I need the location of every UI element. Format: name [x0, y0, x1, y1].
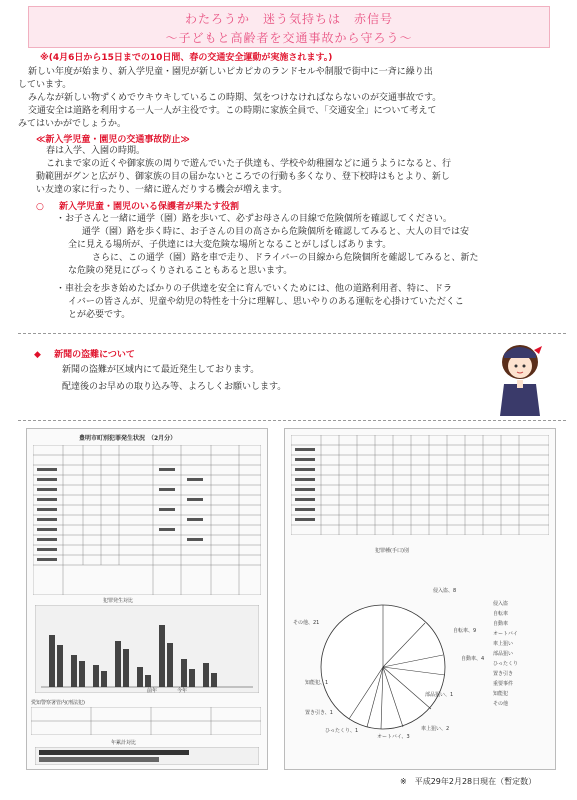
diamond-marker-icon: ◆	[34, 350, 41, 360]
pie-legend-item: 自動車	[493, 621, 509, 627]
section3-text	[62, 364, 482, 394]
pie-label: 自動車、4	[461, 656, 485, 662]
section3-line: 新聞の盗難が区域内にて最近発生しております。	[62, 365, 260, 375]
crime-type-table	[291, 435, 549, 535]
pie-legend-item: 重要事件	[493, 681, 514, 687]
section2-bullet-1	[56, 213, 568, 278]
title-line-2: ～子どもと高齢者を交通事故から守ろう～	[165, 31, 413, 45]
pie-label: 置き引き、1	[305, 710, 333, 716]
crime-stats-title: 豊明市町別犯罪発生状況 （2月分）	[79, 435, 177, 442]
section-divider	[18, 420, 566, 421]
pie-legend-item: オートバイ	[493, 631, 518, 637]
section1-line: これまで家の近くや御家族の周りで遊んでいた子供達も、学校や幼稚園などに通うようになると、行	[46, 159, 452, 169]
crime-stats-table	[33, 445, 261, 595]
intro-line: みんなが新しい物ずくめでウキウキしているこの時期、気をつけなければならないのが交通事故です。	[28, 93, 442, 103]
section2-bullet-2	[56, 283, 568, 322]
pie-legend-item: 車上狙い	[493, 641, 514, 647]
pie-label: その他、21	[293, 620, 320, 626]
pie-legend-item: その他	[493, 701, 509, 707]
bullet-line: とが必要です。	[68, 310, 131, 320]
pie-legend-item: 知能犯	[493, 691, 509, 697]
station-summary-table	[31, 707, 261, 735]
pie-legend-item: 自転車	[493, 611, 509, 617]
section1-line: い友達の家に行ったり、一緒に遊んだりする機会が増えます。	[36, 185, 288, 195]
crime-stats-panel	[26, 428, 268, 770]
pie-chart-title: 犯罪種(手口)別	[375, 548, 409, 554]
pie-label: オートバイ、3	[377, 734, 410, 740]
pie-label: 侵入盗、8	[433, 588, 457, 594]
bullet-line: な危険の発見にびっくりされることもあると思います。	[68, 266, 293, 276]
section-divider	[18, 333, 566, 334]
section2-heading: 新入学児童・園児のいる保護者が果たす役割	[59, 202, 240, 212]
police-mascot-icon	[492, 340, 550, 418]
section3-heading-row	[34, 347, 135, 360]
campaign-notice: ※(4月6日から15日までの10日間、春の交通安全運動が実施されます。)	[40, 53, 333, 63]
intro-text	[18, 66, 568, 131]
intro-line: 交通安全は道路を利用する一人一人が主役です。この時期に家族全員で、「交通安全」について考えて	[28, 106, 437, 116]
yearly-bar-chart	[35, 747, 259, 765]
pie-label: ひったくり、1	[325, 728, 359, 734]
legend-curr: 今年	[177, 688, 188, 694]
footer-note: ※ 平成29年2月28日現在（暫定数）	[400, 777, 537, 786]
bullet-line: ・車社会を歩き始めたばかりの子供達を安全に育んでいくためには、他の道路利用者、特に、ドラ	[56, 284, 453, 294]
intro-line: しています。	[18, 80, 72, 90]
section3-heading: 新聞の盗難について	[54, 350, 135, 360]
bullet-line: イバーの皆さんが、児童や幼児の特性を十分に理解し、思いやりのある運転を心掛けていただくこ	[68, 297, 464, 307]
pie-legend-item: 侵入盗	[493, 601, 509, 607]
title-banner	[28, 6, 550, 48]
title-line-1: わたろうか 迷う気持ちは 赤信号	[184, 12, 393, 26]
section3-line: 配達後のお早めの取り込み等、よろしくお願いします。	[62, 382, 287, 392]
station-subtitle: 愛知警察署管内(刑法犯)	[31, 700, 85, 706]
section2-heading-row	[36, 199, 239, 212]
pie-label: 知能犯、1	[305, 680, 329, 686]
pie-legend-item: 置き引き	[493, 671, 514, 677]
intro-line: 新しい年度が始まり、新入学児童・園児が新しいピカピカのランドセルや制服で街中に一斉に繰り出	[28, 67, 433, 77]
section1-line: 動範囲がグンと広がり、御家族の目の届かないところでの行動も多くなり、登下校時はもとより、新し	[36, 172, 450, 182]
bullet-line: さらに、この通学（園）路を車で走り、ドライバーの目線から危険個所を確認してみると、新た	[92, 253, 479, 263]
section1-heading: ≪新入学児童・園児の交通事故防止≫	[36, 135, 190, 145]
section1-line: 春は入学、入園の時期。	[46, 146, 146, 156]
bar-chart-title: 犯罪発生対比	[103, 598, 134, 604]
pie-label: 車上狙い、2	[421, 726, 450, 732]
circle-marker-icon: ○	[36, 202, 44, 212]
bullet-line: 全に見える場所が、子供達には大変危険な場所となることがしばしばあります。	[68, 240, 392, 250]
pie-label: 自転車、9	[453, 628, 477, 634]
pie-legend-item: ひったくり	[493, 661, 519, 667]
crime-type-panel	[284, 428, 556, 770]
pie-legend-item: 部品狙い	[493, 651, 514, 657]
pie-label: 部品狙い、1	[425, 692, 454, 698]
pie-legend	[493, 599, 518, 709]
bullet-line: 通学（園）路を歩く時に、お子さんの目の高さから危険個所を確認してみると、大人の目では安	[82, 227, 470, 237]
yearly-chart-title: 年累計対比	[111, 740, 137, 746]
section1-text	[18, 145, 568, 197]
crime-bar-chart	[35, 605, 259, 693]
bullet-line: ・お子さんと一緒に通学（園）路を歩いて、必ずお母さんの目線で危険個所を確認してください。	[56, 214, 452, 224]
intro-line: みてはいかがでしょうか。	[18, 119, 127, 129]
legend-prev: 前年	[147, 688, 158, 694]
